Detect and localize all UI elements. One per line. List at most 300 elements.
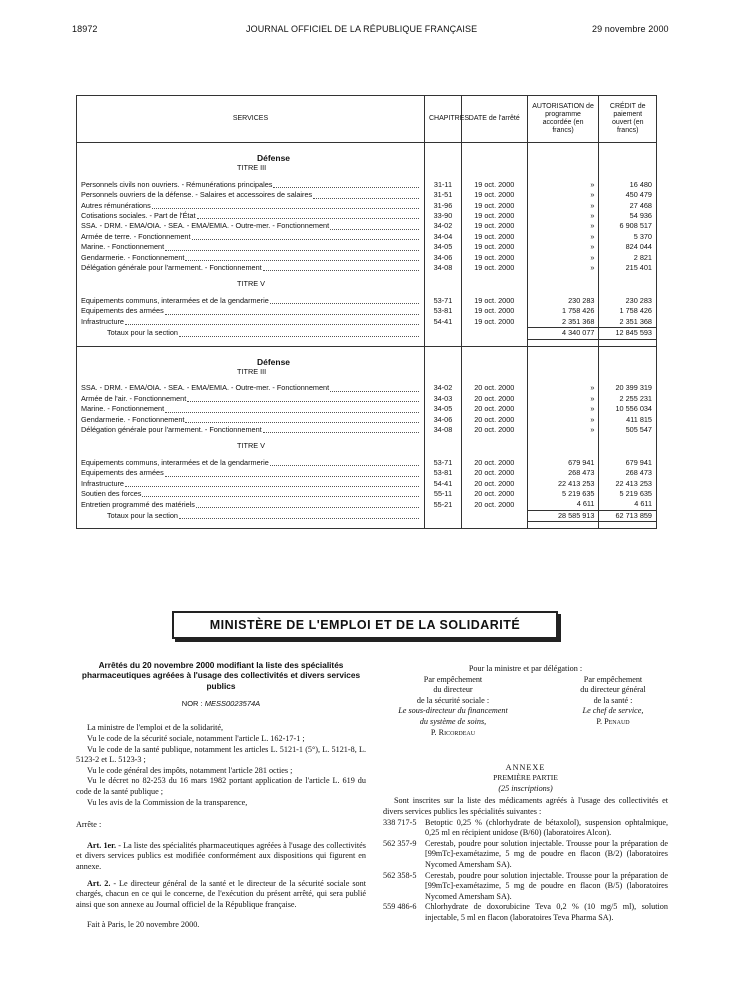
credit-cell: 824 044 bbox=[599, 242, 657, 252]
table-row bbox=[77, 468, 657, 478]
titre-heading bbox=[77, 163, 657, 173]
chapitre-cell: 34-05 bbox=[424, 242, 461, 252]
date-cell: 19 oct. 2000 bbox=[461, 190, 527, 200]
table-row bbox=[77, 232, 657, 242]
date-cell: 20 oct. 2000 bbox=[461, 489, 527, 499]
service-cell bbox=[77, 306, 425, 316]
issue-date: 29 novembre 2000 bbox=[592, 24, 669, 34]
empty-cell bbox=[599, 149, 657, 163]
drug-description: Betoptic 0,25 % (chlorhydrate de bétaxolol), suspension ophtalmique, 0,25 ml en récipient unidose (B/60) (laboratoires Alcon). bbox=[425, 817, 668, 838]
table-row bbox=[77, 458, 657, 468]
credit-cell: 268 473 bbox=[599, 468, 657, 478]
empty-cell bbox=[527, 522, 599, 529]
autorisation-cell: » bbox=[527, 242, 599, 252]
service-label: Marine. - Fonctionnement bbox=[81, 242, 165, 252]
credit-cell: 10 556 034 bbox=[599, 404, 657, 414]
table-row bbox=[77, 211, 657, 221]
table-row bbox=[77, 263, 657, 273]
empty-cell bbox=[527, 367, 599, 377]
credit-cell: 215 401 bbox=[599, 263, 657, 273]
chapitre-cell: 55-11 bbox=[424, 489, 461, 499]
total-row bbox=[77, 510, 657, 521]
total-label: Totaux pour la section bbox=[107, 328, 178, 338]
left-column bbox=[76, 660, 366, 931]
service-dots bbox=[81, 458, 420, 468]
drug-description: Cerestab, poudre pour solution injectable. Trousse pour la préparation de [99mTc]-examétazime, 5 mg de poudre en flacon (B/2) (laboratoires Nycomed Amersham SA). bbox=[425, 838, 668, 869]
service-label: Infrastructure bbox=[81, 316, 124, 326]
total-autorisation: 4 340 077 bbox=[527, 328, 599, 339]
autorisation-cell: 268 473 bbox=[527, 468, 599, 478]
date-cell: 19 oct. 2000 bbox=[461, 180, 527, 190]
service-label: Entretien programmé des matériels bbox=[81, 499, 195, 509]
nor-reference bbox=[76, 699, 366, 710]
service-cell bbox=[77, 458, 425, 468]
service-cell bbox=[77, 489, 425, 499]
autorisation-cell: » bbox=[527, 394, 599, 404]
article-1-label: Art. 1er. bbox=[87, 840, 117, 850]
empty-cell bbox=[424, 510, 461, 521]
chapitre-cell: 31-11 bbox=[424, 180, 461, 190]
service-dots bbox=[81, 404, 420, 414]
drug-code: 562 358-5 bbox=[383, 870, 417, 880]
col-header-date: DATE de l'arrêté bbox=[461, 96, 527, 143]
leader-dots bbox=[165, 306, 419, 314]
leader-dots bbox=[179, 328, 419, 336]
empty-cell bbox=[424, 279, 461, 289]
service-dots bbox=[81, 201, 420, 211]
leader-dots bbox=[313, 190, 419, 198]
ministry-banner: MINISTÈRE DE L'EMPLOI ET DE LA SOLIDARITÉ bbox=[172, 611, 558, 639]
leader-dots bbox=[197, 211, 419, 219]
drug-description: Chlorhydrate de doxorubicine Teva 0,2 % (10 mg/5 ml), solution injectable, 5 ml en flacon (laboratoires Teva Pharma SA). bbox=[425, 902, 668, 922]
total-dots bbox=[107, 328, 420, 338]
service-dots bbox=[81, 500, 420, 510]
signature-place-date: Fait à Paris, le 20 novembre 2000. bbox=[87, 920, 200, 930]
service-dots bbox=[81, 415, 420, 425]
right-column bbox=[383, 664, 668, 924]
leader-dots bbox=[330, 383, 419, 391]
service-label: Infrastructure bbox=[81, 478, 124, 488]
titre-heading-label: TITRE III bbox=[77, 163, 425, 173]
service-dots bbox=[81, 317, 420, 327]
chapitre-cell: 53-81 bbox=[424, 468, 461, 478]
service-cell bbox=[77, 190, 425, 200]
leader-dots bbox=[270, 458, 419, 466]
arrete-heading: Arrête : bbox=[76, 820, 102, 830]
autorisation-cell: » bbox=[527, 253, 599, 263]
service-cell bbox=[77, 479, 425, 489]
autorisation-cell: 5 219 635 bbox=[527, 489, 599, 499]
empty-cell bbox=[461, 441, 527, 451]
credit-cell: 27 468 bbox=[599, 201, 657, 211]
col-header-credit: CRÉDIT de paiement ouvert (en francs) bbox=[599, 96, 657, 143]
service-label: Marine. - Fonctionnement bbox=[81, 404, 165, 414]
empty-cell bbox=[527, 339, 599, 346]
service-cell bbox=[77, 296, 425, 306]
service-label: Délégation générale pour l'armement. - Fonctionnement bbox=[81, 263, 262, 273]
service-dots bbox=[81, 242, 420, 252]
service-label: Equipements communs, interarmées et de la gendarmerie bbox=[81, 457, 269, 467]
journal-title: JOURNAL OFFICIEL DE LA RÉPUBLIQUE FRANÇAISE bbox=[246, 24, 478, 34]
date-cell: 19 oct. 2000 bbox=[461, 263, 527, 273]
total-cell bbox=[77, 328, 425, 339]
titre-heading bbox=[77, 441, 657, 451]
service-label: Equipements des armées bbox=[81, 468, 164, 478]
chapitre-cell: 53-81 bbox=[424, 306, 461, 316]
chapitre-cell: 31-51 bbox=[424, 190, 461, 200]
service-label: Equipements des armées bbox=[81, 306, 164, 316]
autorisation-cell: 22 413 253 bbox=[527, 479, 599, 489]
date-cell: 20 oct. 2000 bbox=[461, 404, 527, 414]
table-row bbox=[77, 180, 657, 190]
spacer-row bbox=[77, 522, 657, 529]
service-cell bbox=[77, 201, 425, 211]
table-row bbox=[77, 499, 657, 510]
sig-2-line-3: de la santé : bbox=[593, 695, 633, 705]
empty-cell bbox=[527, 353, 599, 367]
article-2 bbox=[76, 879, 366, 911]
total-cell bbox=[77, 510, 425, 521]
service-cell bbox=[77, 317, 425, 328]
leader-dots bbox=[192, 232, 419, 240]
sig-1-line-4: Le sous-directeur du financement bbox=[398, 706, 508, 716]
empty-cell bbox=[424, 367, 461, 377]
partie-heading: PREMIÈRE PARTIE bbox=[493, 773, 558, 783]
table-row bbox=[77, 415, 657, 425]
titre-heading-label: TITRE III bbox=[77, 367, 425, 377]
drug-code: 559 486-6 bbox=[383, 902, 417, 912]
date-cell: 20 oct. 2000 bbox=[461, 415, 527, 425]
sig-1-name: P. Ricordeau bbox=[430, 727, 476, 737]
empty-cell bbox=[527, 441, 599, 451]
chapitre-cell: 34-08 bbox=[424, 425, 461, 435]
service-cell bbox=[77, 404, 425, 414]
sig-2-name: P. Penaud bbox=[596, 716, 630, 726]
credit-cell: 22 413 253 bbox=[599, 479, 657, 489]
chapitre-cell: 31-96 bbox=[424, 201, 461, 211]
sig-1-line-2: du directeur bbox=[433, 685, 473, 695]
credits-table bbox=[76, 95, 657, 529]
leader-dots bbox=[185, 415, 419, 423]
table-header-row bbox=[77, 96, 657, 143]
date-cell: 20 oct. 2000 bbox=[461, 479, 527, 489]
table-row bbox=[77, 404, 657, 414]
date-cell: 20 oct. 2000 bbox=[461, 458, 527, 468]
service-dots bbox=[81, 489, 420, 499]
service-label: Autres rémunérations bbox=[81, 200, 151, 210]
annex-intro: Sont inscrites sur la liste des médicaments agréés à l'usage des collectivités et divers services publics les spécialités suivantes : bbox=[383, 796, 668, 816]
article-2-text: - Le directeur général de la santé et le directeur de la sécurité sociale sont chargés, chacun en ce qui le concerne, de l'exécution du présent arrêté, qui sera publié ainsi que son annexe au Journal officiel de la République française. bbox=[76, 878, 367, 909]
chapitre-cell: 33-90 bbox=[424, 211, 461, 221]
service-dots bbox=[81, 383, 420, 393]
service-dots bbox=[81, 425, 420, 435]
credit-cell: 20 399 319 bbox=[599, 383, 657, 393]
signature-block-1 bbox=[383, 675, 523, 739]
titre-heading-label: TITRE V bbox=[77, 279, 425, 289]
credit-cell: 450 479 bbox=[599, 190, 657, 200]
autorisation-cell: » bbox=[527, 425, 599, 435]
ministry-heading-label: Défense bbox=[77, 149, 425, 163]
table-row bbox=[77, 394, 657, 404]
empty-cell bbox=[461, 279, 527, 289]
table-row bbox=[77, 221, 657, 231]
leader-dots bbox=[330, 221, 419, 229]
chapitre-cell: 34-06 bbox=[424, 253, 461, 263]
date-cell: 20 oct. 2000 bbox=[461, 499, 527, 510]
chapitre-cell: 34-08 bbox=[424, 263, 461, 273]
date-cell: 20 oct. 2000 bbox=[461, 468, 527, 478]
leader-dots bbox=[165, 468, 419, 476]
service-label: Equipements communs, interarmées et de la gendarmerie bbox=[81, 295, 269, 305]
date-cell: 19 oct. 2000 bbox=[461, 221, 527, 231]
service-cell bbox=[77, 394, 425, 404]
service-label: Gendarmerie. - Fonctionnement bbox=[81, 414, 185, 424]
chapitre-cell: 34-05 bbox=[424, 404, 461, 414]
table-row bbox=[77, 306, 657, 316]
ministry-heading-label: Défense bbox=[77, 353, 425, 367]
drug-list bbox=[383, 818, 668, 924]
total-credit: 62 713 859 bbox=[599, 510, 657, 521]
annexe-heading: ANNEXE bbox=[505, 762, 546, 772]
total-row bbox=[77, 328, 657, 339]
empty-cell bbox=[424, 339, 461, 346]
empty-cell bbox=[461, 510, 527, 521]
chapitre-cell: 53-71 bbox=[424, 296, 461, 306]
ministry-heading bbox=[77, 149, 657, 163]
service-dots bbox=[81, 479, 420, 489]
chapitre-cell: 55-21 bbox=[424, 499, 461, 510]
service-dots bbox=[81, 394, 420, 404]
table-row bbox=[77, 317, 657, 328]
chapitre-cell: 54-41 bbox=[424, 317, 461, 328]
autorisation-cell: 230 283 bbox=[527, 296, 599, 306]
date-cell: 19 oct. 2000 bbox=[461, 232, 527, 242]
table-row bbox=[77, 425, 657, 435]
empty-cell bbox=[527, 279, 599, 289]
inscriptions-count: (25 inscriptions) bbox=[498, 783, 553, 793]
service-cell bbox=[77, 499, 425, 510]
empty-cell bbox=[461, 163, 527, 173]
sig-1-line-1: Par empêchement bbox=[423, 674, 483, 684]
table-row bbox=[77, 201, 657, 211]
empty-cell bbox=[527, 163, 599, 173]
empty-cell bbox=[599, 441, 657, 451]
total-label: Totaux pour la section bbox=[107, 510, 178, 520]
date-cell: 19 oct. 2000 bbox=[461, 242, 527, 252]
service-dots bbox=[81, 468, 420, 478]
titre-heading bbox=[77, 367, 657, 377]
service-dots bbox=[81, 221, 420, 231]
delegation-line: Pour la ministre et par délégation : bbox=[468, 664, 583, 673]
date-cell: 19 oct. 2000 bbox=[461, 296, 527, 306]
service-label: Délégation générale pour l'armement. - Fonctionnement bbox=[81, 424, 262, 434]
service-cell bbox=[77, 415, 425, 425]
leader-dots bbox=[196, 500, 419, 508]
service-dots bbox=[81, 232, 420, 242]
credit-cell: 505 547 bbox=[599, 425, 657, 435]
service-dots bbox=[81, 296, 420, 306]
leader-dots bbox=[179, 511, 419, 519]
leader-dots bbox=[165, 242, 419, 250]
credit-cell: 54 936 bbox=[599, 211, 657, 221]
ministry-heading bbox=[77, 353, 657, 367]
drug-code: 562 357-9 bbox=[383, 838, 417, 848]
nor-label: NOR : bbox=[181, 698, 203, 708]
chapitre-cell: 54-41 bbox=[424, 479, 461, 489]
signatures bbox=[383, 675, 668, 763]
credit-cell: 411 815 bbox=[599, 415, 657, 425]
autorisation-cell: » bbox=[527, 221, 599, 231]
total-autorisation: 28 585 913 bbox=[527, 510, 599, 521]
preamble-vu-3: Vu le code général des impôts, notamment l'article 281 octies ; bbox=[87, 765, 293, 775]
date-cell: 19 oct. 2000 bbox=[461, 253, 527, 263]
empty-cell bbox=[599, 353, 657, 367]
preamble-vu-2: Vu le code de la santé publique, notamment les articles L. 5121-1 (5°), L. 5121-8, L. 5123-2 et L. 5123-3 ; bbox=[76, 744, 366, 765]
empty-cell bbox=[461, 149, 527, 163]
service-cell bbox=[77, 232, 425, 242]
service-cell bbox=[77, 383, 425, 393]
autorisation-cell: 4 611 bbox=[527, 499, 599, 510]
service-label: Personnels civils non ouvriers. - Rémunérations principales bbox=[81, 179, 273, 189]
autorisation-cell: » bbox=[527, 180, 599, 190]
autorisation-cell: » bbox=[527, 383, 599, 393]
empty-cell bbox=[424, 328, 461, 339]
service-dots bbox=[81, 253, 420, 263]
leader-dots bbox=[152, 201, 419, 209]
table-row bbox=[77, 489, 657, 499]
empty-cell bbox=[77, 339, 425, 346]
list-item bbox=[383, 818, 668, 839]
list-item bbox=[383, 902, 668, 923]
empty-cell bbox=[527, 149, 599, 163]
table-row bbox=[77, 383, 657, 393]
chapitre-cell: 53-71 bbox=[424, 458, 461, 468]
credit-cell: 5 370 bbox=[599, 232, 657, 242]
credit-cell: 6 908 517 bbox=[599, 221, 657, 231]
table-row bbox=[77, 242, 657, 252]
service-label: SSA. - DRM. - EMA/OIA. - SEA. - EMA/EMIA. - Outre-mer. - Fonctionnement bbox=[81, 383, 330, 393]
leader-dots bbox=[270, 296, 419, 304]
credit-cell: 230 283 bbox=[599, 296, 657, 306]
date-cell: 19 oct. 2000 bbox=[461, 201, 527, 211]
preamble-minister: La ministre de l'emploi et de la solidarité, bbox=[87, 723, 224, 733]
table-row bbox=[77, 296, 657, 306]
table-body bbox=[77, 143, 657, 529]
page-number: 18972 bbox=[72, 24, 98, 34]
sig-2-line-4: Le chef de service, bbox=[582, 706, 644, 716]
titre-heading-label: TITRE V bbox=[77, 441, 425, 451]
service-cell bbox=[77, 180, 425, 190]
leader-dots bbox=[185, 253, 419, 261]
autorisation-cell: » bbox=[527, 263, 599, 273]
article-1-text: - La liste des spécialités pharmaceutiques agréées à l'usage des collectivités et divers services publics est modifiée conformément aux dispositions qui figurent en annexe. bbox=[76, 840, 366, 872]
service-cell bbox=[77, 253, 425, 263]
date-cell: 20 oct. 2000 bbox=[461, 394, 527, 404]
date-cell: 19 oct. 2000 bbox=[461, 211, 527, 221]
date-cell: 20 oct. 2000 bbox=[461, 383, 527, 393]
service-cell bbox=[77, 211, 425, 221]
empty-cell bbox=[424, 149, 461, 163]
empty-cell bbox=[424, 163, 461, 173]
sig-2-line-1: Par empêchement bbox=[583, 674, 643, 684]
table-row bbox=[77, 479, 657, 489]
leader-dots bbox=[273, 180, 419, 188]
service-cell bbox=[77, 468, 425, 478]
empty-cell bbox=[461, 328, 527, 339]
table-row bbox=[77, 253, 657, 263]
leader-dots bbox=[142, 489, 419, 497]
col-header-autorisation: AUTORISATION de programme accordée (en francs) bbox=[527, 96, 599, 143]
chapitre-cell: 34-03 bbox=[424, 394, 461, 404]
empty-cell bbox=[424, 522, 461, 529]
service-label: Armée de terre. - Fonctionnement bbox=[81, 231, 191, 241]
decree-title: Arrêtés du 20 novembre 2000 modifiant la liste des spécialités pharmaceutiques agréées à l'usage des collectivités et divers services publics bbox=[81, 660, 361, 691]
service-dots bbox=[81, 180, 420, 190]
empty-cell bbox=[599, 279, 657, 289]
empty-cell bbox=[461, 353, 527, 367]
credit-cell: 5 219 635 bbox=[599, 489, 657, 499]
autorisation-cell: » bbox=[527, 404, 599, 414]
total-dots bbox=[107, 511, 420, 521]
empty-cell bbox=[424, 353, 461, 367]
empty-cell bbox=[461, 339, 527, 346]
chapitre-cell: 34-02 bbox=[424, 383, 461, 393]
credit-cell: 2 255 231 bbox=[599, 394, 657, 404]
autorisation-cell: » bbox=[527, 190, 599, 200]
empty-cell bbox=[77, 522, 425, 529]
empty-cell bbox=[461, 367, 527, 377]
service-cell bbox=[77, 221, 425, 231]
date-cell: 19 oct. 2000 bbox=[461, 317, 527, 328]
service-cell bbox=[77, 242, 425, 252]
credit-cell: 1 758 426 bbox=[599, 306, 657, 316]
empty-cell bbox=[599, 163, 657, 173]
drug-code: 338 717-5 bbox=[383, 817, 417, 827]
chapitre-cell: 34-04 bbox=[424, 232, 461, 242]
sig-1-line-3: de la sécurité sociale : bbox=[416, 695, 490, 705]
credit-cell: 679 941 bbox=[599, 458, 657, 468]
service-label: Personnels ouvriers de la défense. - Salaires et accessoires de salaires bbox=[81, 190, 313, 200]
leader-dots bbox=[125, 479, 419, 487]
credit-cell: 2 821 bbox=[599, 253, 657, 263]
article-1 bbox=[76, 841, 366, 873]
service-cell bbox=[77, 425, 425, 435]
col-header-services: SERVICES bbox=[77, 96, 425, 143]
service-dots bbox=[81, 263, 420, 273]
preamble-vu-5: Vu les avis de la Commission de la transparence, bbox=[87, 797, 248, 807]
preamble-vu-4: Vu le décret no 82-253 du 16 mars 1982 portant application de l'article L. 619 du code de la santé publique ; bbox=[76, 776, 366, 797]
autorisation-cell: » bbox=[527, 232, 599, 242]
autorisation-cell: 1 758 426 bbox=[527, 306, 599, 316]
empty-cell bbox=[461, 522, 527, 529]
date-cell: 19 oct. 2000 bbox=[461, 306, 527, 316]
sig-2-line-2: du directeur général bbox=[580, 685, 646, 695]
service-label: Armée de l'air. - Fonctionnement bbox=[81, 393, 187, 403]
date-cell: 20 oct. 2000 bbox=[461, 425, 527, 435]
total-credit: 12 845 593 bbox=[599, 328, 657, 339]
empty-cell bbox=[599, 522, 657, 529]
credit-cell: 16 480 bbox=[599, 180, 657, 190]
article-2-label: Art. 2. bbox=[87, 878, 111, 888]
credit-cell: 4 611 bbox=[599, 499, 657, 510]
service-dots bbox=[81, 190, 420, 200]
credit-cell: 2 351 368 bbox=[599, 317, 657, 328]
col-header-chapitres: CHAPITRES bbox=[424, 96, 461, 143]
nor-value: MESS0023574A bbox=[204, 698, 261, 708]
autorisation-cell: » bbox=[527, 211, 599, 221]
leader-dots bbox=[125, 317, 419, 325]
service-label: Soutien des forces bbox=[81, 488, 142, 498]
